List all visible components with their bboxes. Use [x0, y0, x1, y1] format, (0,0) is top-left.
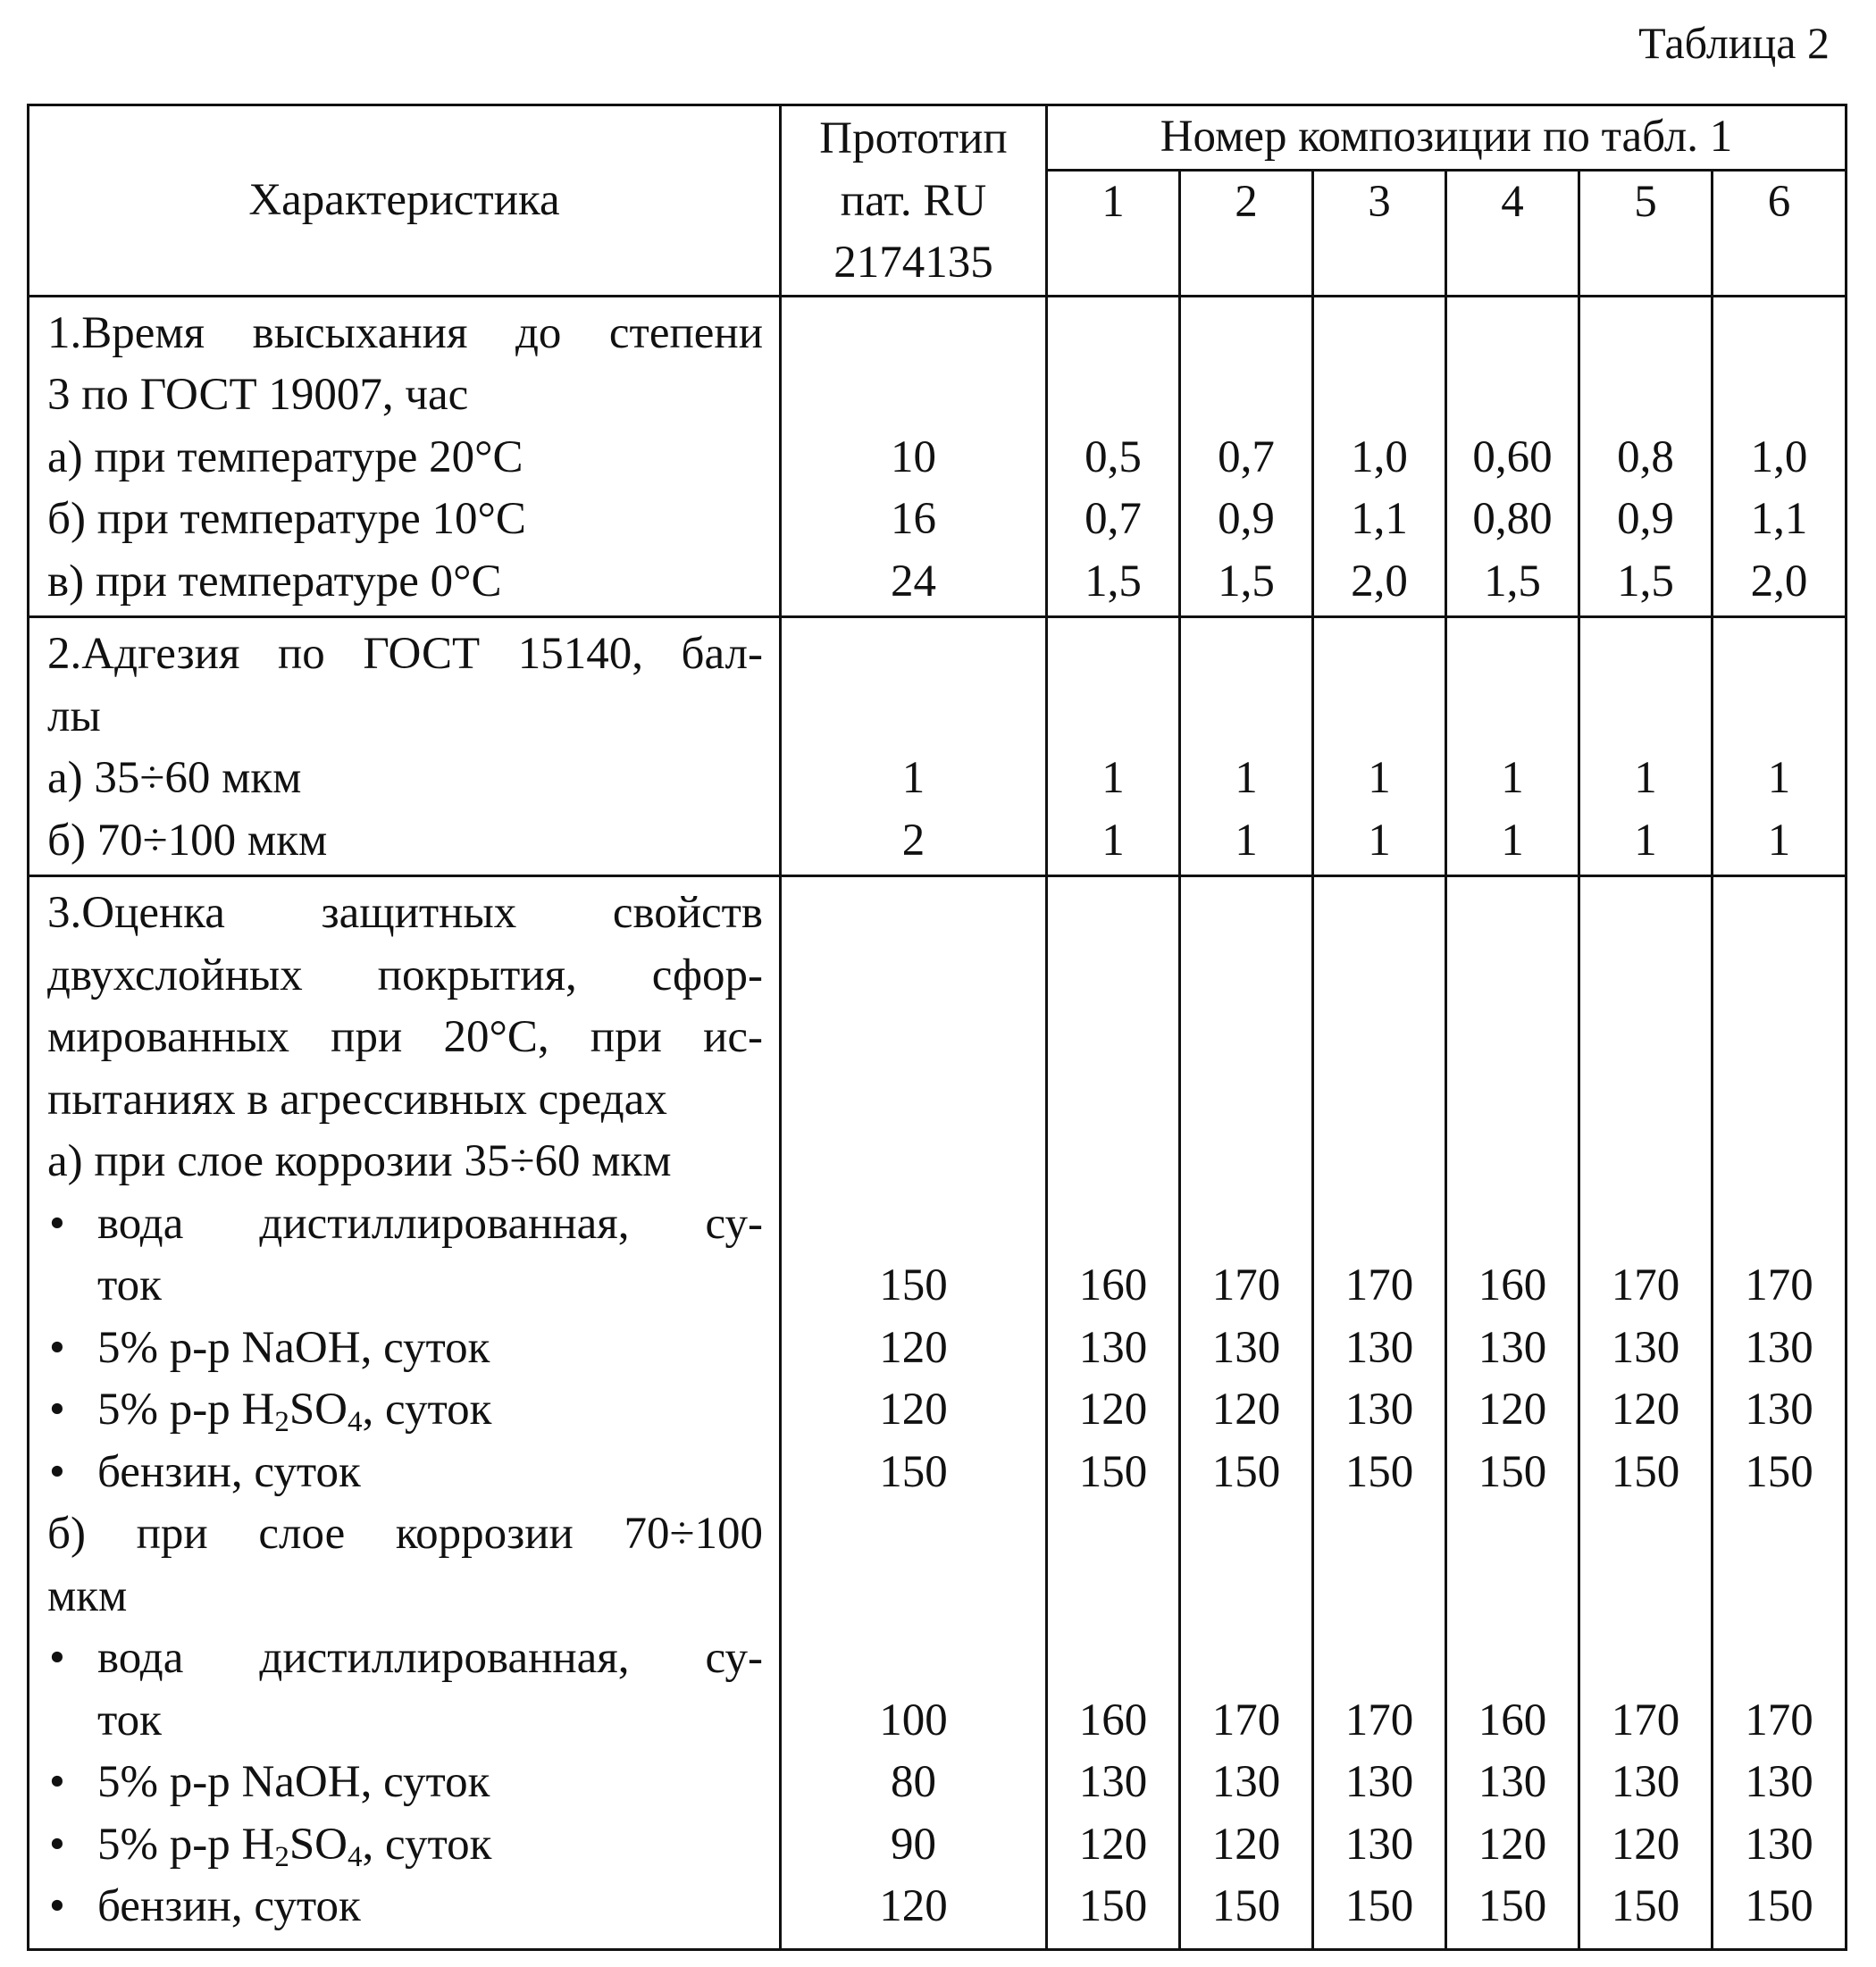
- bullet-icon: •: [49, 1633, 65, 1684]
- composition-6-cell: [1713, 876, 1847, 1950]
- composition-value: 120: [1211, 1385, 1281, 1435]
- header-prototype-line: Прототип: [819, 113, 1008, 163]
- line-text: 5% р-р $H_2SO_4$, суток: [97, 1385, 492, 1439]
- line-text: в) при температуре 0°С: [47, 556, 502, 607]
- composition-value: 1: [1368, 753, 1391, 804]
- characteristic-line: [47, 883, 763, 945]
- composition-value: [1048, 1503, 1178, 1566]
- composition-value: 150: [1078, 1446, 1148, 1497]
- composition-value: [1580, 686, 1711, 749]
- header-composition-4: 4: [1446, 171, 1579, 296]
- composition-value: [1048, 883, 1178, 945]
- composition-value: 130: [1344, 1757, 1414, 1808]
- composition-value: 130: [1745, 1385, 1813, 1435]
- composition-value: 0,9: [1617, 494, 1674, 544]
- prototype-value: 100: [879, 1695, 948, 1745]
- composition-value: 150: [1745, 1881, 1813, 1932]
- composition-6-cell: [1713, 296, 1847, 617]
- composition-value: [1447, 1503, 1578, 1566]
- characteristic-line: [47, 1007, 763, 1069]
- composition-value: [1181, 883, 1311, 945]
- prototype-value: [782, 1193, 1045, 1256]
- composition-5-cell: [1579, 296, 1713, 617]
- header-composition-2: 2: [1180, 171, 1313, 296]
- composition-value: 120: [1078, 1385, 1148, 1435]
- composition-value: 150: [1478, 1881, 1547, 1932]
- prototype-value: 120: [879, 1322, 948, 1373]
- composition-value: [1580, 1503, 1711, 1566]
- prototype-value: [782, 303, 1045, 365]
- characteristic-cell: [29, 876, 781, 1950]
- composition-value: [1048, 303, 1178, 365]
- bullet-item: [47, 1876, 763, 1938]
- composition-value: 1,5: [1085, 556, 1142, 607]
- table-row: [29, 617, 1847, 876]
- characteristic-line: [47, 624, 763, 686]
- line-text: вода дистиллированная, су-: [97, 1633, 763, 1684]
- header-composition-5: 5: [1579, 171, 1713, 296]
- prototype-value: [782, 945, 1045, 1008]
- composition-value: 120: [1211, 1819, 1281, 1870]
- composition-value: [1713, 1193, 1845, 1256]
- composition-1-cell: [1047, 876, 1180, 1950]
- header-composition-1: 1: [1047, 171, 1180, 296]
- composition-value: 130: [1344, 1385, 1414, 1435]
- composition-6-cell: [1713, 617, 1847, 876]
- composition-value: 130: [1611, 1322, 1680, 1373]
- composition-value: [1314, 1069, 1445, 1132]
- composition-value: 150: [1344, 1881, 1414, 1932]
- table-row: [29, 296, 1847, 617]
- prototype-value: 120: [879, 1881, 948, 1932]
- characteristic-line: [47, 945, 763, 1008]
- line-text: 5% р-р $H_2SO_4$, суток: [97, 1819, 492, 1873]
- line-text: 3 по ГОСТ 19007, час: [47, 370, 469, 420]
- bullet-icon: •: [49, 1881, 65, 1932]
- composition-value: [1447, 883, 1578, 945]
- composition-value: 1: [1101, 815, 1125, 866]
- composition-value: [1181, 1007, 1311, 1069]
- composition-value: 1: [1767, 753, 1791, 804]
- bullet-item: [47, 1379, 763, 1442]
- composition-value: [1314, 1007, 1445, 1069]
- composition-value: 1,5: [1617, 556, 1674, 607]
- composition-value: [1447, 303, 1578, 365]
- line-text: двухслойных покрытия, сфор-: [47, 950, 763, 1000]
- composition-value: 130: [1745, 1757, 1813, 1808]
- prototype-value: 150: [879, 1260, 948, 1311]
- composition-value: [1181, 364, 1311, 427]
- line-text: а) 35÷60 мкм: [47, 753, 302, 804]
- composition-value: 120: [1478, 1819, 1547, 1870]
- composition-value: [1181, 945, 1311, 1008]
- composition-value: [1713, 1566, 1845, 1628]
- composition-value: 170: [1344, 1695, 1414, 1745]
- composition-value: 150: [1211, 1446, 1281, 1497]
- composition-value: 1,1: [1750, 494, 1808, 544]
- prototype-value: [782, 364, 1045, 427]
- composition-value: 0,80: [1472, 494, 1553, 544]
- composition-value: 1,1: [1351, 494, 1408, 544]
- line-text: лы: [47, 691, 101, 741]
- composition-value: [1580, 303, 1711, 365]
- composition-value: 170: [1344, 1260, 1414, 1311]
- composition-value: [1713, 883, 1845, 945]
- line-text: а) при температуре 20°С: [47, 431, 523, 482]
- line-text: бензин, суток: [97, 1881, 361, 1932]
- prototype-value: [782, 1007, 1045, 1069]
- composition-value: 130: [1211, 1757, 1281, 1808]
- composition-value: 1,0: [1351, 431, 1408, 482]
- bullet-item: [47, 1442, 763, 1504]
- prototype-value: [782, 1566, 1045, 1628]
- prototype-value: 80: [891, 1757, 936, 1808]
- composition-value: [1447, 686, 1578, 749]
- prototype-value: 120: [879, 1385, 948, 1435]
- prototype-value: [782, 883, 1045, 945]
- composition-value: [1447, 1007, 1578, 1069]
- composition-value: 130: [1078, 1322, 1148, 1373]
- composition-value: [1580, 1566, 1711, 1628]
- composition-value: [1048, 624, 1178, 686]
- composition-3-cell: [1313, 876, 1446, 1950]
- bullet-icon: •: [49, 1819, 65, 1870]
- composition-value: 1,5: [1484, 556, 1541, 607]
- composition-value: [1314, 364, 1445, 427]
- composition-value: [1314, 1503, 1445, 1566]
- header-row-1: [29, 105, 1847, 171]
- bullet-icon: •: [49, 1446, 65, 1497]
- composition-value: 170: [1745, 1260, 1813, 1311]
- composition-value: 1: [1501, 753, 1524, 804]
- composition-value: [1713, 1503, 1845, 1566]
- characteristic-line: [47, 1690, 763, 1753]
- characteristic-line: [47, 489, 763, 551]
- header-characteristic: Характеристика: [29, 105, 781, 297]
- composition-value: 150: [1211, 1881, 1281, 1932]
- composition-1-cell: [1047, 296, 1180, 617]
- composition-value: [1447, 1193, 1578, 1256]
- composition-value: [1314, 624, 1445, 686]
- bullet-item: [47, 1814, 763, 1877]
- composition-value: 120: [1611, 1819, 1680, 1870]
- composition-value: [1713, 364, 1845, 427]
- line-text: мированных при 20°С, при ис-: [47, 1012, 763, 1063]
- header-prototype-line: пат. RU: [840, 175, 987, 226]
- composition-value: [1580, 1069, 1711, 1132]
- composition-value: [1048, 364, 1178, 427]
- line-text: пытаниях в агрессивных средах: [47, 1074, 667, 1125]
- composition-value: [1314, 1628, 1445, 1690]
- line-text: б) при слое коррозии 70÷100: [47, 1509, 763, 1560]
- composition-value: [1713, 303, 1845, 365]
- prototype-value: 90: [891, 1819, 936, 1870]
- characteristic-line: [47, 1069, 763, 1132]
- composition-value: [1447, 1131, 1578, 1193]
- composition-2-cell: [1180, 876, 1313, 1950]
- composition-3-cell: [1313, 296, 1446, 617]
- characteristic-cell: [29, 617, 781, 876]
- composition-value: [1314, 1131, 1445, 1193]
- composition-value: 1: [1501, 815, 1524, 866]
- composition-value: [1713, 1628, 1845, 1690]
- composition-value: [1181, 1566, 1311, 1628]
- composition-value: 170: [1211, 1260, 1281, 1311]
- composition-value: 1: [1634, 815, 1657, 866]
- composition-value: [1314, 1193, 1445, 1256]
- composition-5-cell: [1579, 617, 1713, 876]
- composition-value: [1580, 945, 1711, 1008]
- header-composition-6: 6: [1713, 171, 1847, 296]
- composition-value: [1580, 1628, 1711, 1690]
- composition-3-cell: [1313, 617, 1446, 876]
- composition-value: 1: [1235, 815, 1258, 866]
- composition-value: 1,5: [1218, 556, 1275, 607]
- composition-value: 130: [1745, 1819, 1813, 1870]
- composition-value: 120: [1078, 1819, 1148, 1870]
- composition-value: [1580, 364, 1711, 427]
- composition-value: [1181, 624, 1311, 686]
- composition-value: 2,0: [1351, 556, 1408, 607]
- data-table: [27, 104, 1847, 1951]
- composition-value: 160: [1478, 1260, 1547, 1311]
- composition-value: 0,5: [1085, 431, 1142, 482]
- composition-value: 160: [1078, 1260, 1148, 1311]
- line-text: ток: [97, 1260, 162, 1311]
- composition-value: [1447, 1628, 1578, 1690]
- composition-value: [1447, 1566, 1578, 1628]
- prototype-value: [782, 686, 1045, 749]
- composition-value: 160: [1078, 1695, 1148, 1745]
- line-text: 5% р-р NaOH, суток: [97, 1322, 490, 1373]
- line-text: 2.Адгезия по ГОСТ 15140, бал-: [47, 629, 763, 680]
- composition-value: [1447, 364, 1578, 427]
- composition-value: [1181, 1628, 1311, 1690]
- characteristic-cell: [29, 296, 781, 617]
- line-text: а) при слое коррозии 35÷60 мкм: [47, 1136, 672, 1187]
- composition-value: 130: [1078, 1757, 1148, 1808]
- composition-value: [1048, 1193, 1178, 1256]
- composition-value: [1713, 624, 1845, 686]
- composition-value: 170: [1611, 1695, 1680, 1745]
- composition-value: 0,60: [1472, 431, 1553, 482]
- composition-value: [1048, 1566, 1178, 1628]
- composition-value: 1: [1235, 753, 1258, 804]
- composition-value: 2,0: [1750, 556, 1808, 607]
- prototype-value: 24: [891, 556, 936, 607]
- composition-value: 170: [1611, 1260, 1680, 1311]
- composition-value: [1580, 1193, 1711, 1256]
- composition-value: [1580, 624, 1711, 686]
- composition-value: [1314, 303, 1445, 365]
- header-prototype: [781, 105, 1047, 297]
- composition-value: 1: [1767, 815, 1791, 866]
- header-prototype-line: 2174135: [833, 238, 993, 288]
- composition-1-cell: [1047, 617, 1180, 876]
- composition-value: [1580, 883, 1711, 945]
- composition-value: [1447, 1069, 1578, 1132]
- composition-4-cell: [1446, 296, 1579, 617]
- characteristic-line: [47, 686, 763, 749]
- characteristic-line: [47, 748, 763, 810]
- composition-value: [1314, 883, 1445, 945]
- composition-2-cell: [1180, 296, 1313, 617]
- composition-value: 130: [1211, 1322, 1281, 1373]
- prototype-cell: [781, 617, 1047, 876]
- composition-value: [1580, 1007, 1711, 1069]
- characteristic-line: [47, 427, 763, 490]
- composition-value: [1048, 1069, 1178, 1132]
- composition-value: [1181, 1131, 1311, 1193]
- header-composition-3: 3: [1313, 171, 1446, 296]
- prototype-value: 2: [901, 815, 925, 866]
- bullet-icon: •: [49, 1757, 65, 1808]
- composition-value: 120: [1478, 1385, 1547, 1435]
- composition-value: [1181, 1069, 1311, 1132]
- bullet-icon: •: [49, 1322, 65, 1373]
- composition-value: 120: [1611, 1385, 1680, 1435]
- composition-value: 130: [1478, 1322, 1547, 1373]
- composition-value: [1181, 686, 1311, 749]
- prototype-value: 1: [901, 753, 925, 804]
- prototype-cell: [781, 876, 1047, 1950]
- composition-2-cell: [1180, 617, 1313, 876]
- composition-value: 0,9: [1218, 494, 1275, 544]
- characteristic-line: [47, 364, 763, 427]
- prototype-cell: [781, 296, 1047, 617]
- composition-value: [1314, 686, 1445, 749]
- composition-value: 130: [1611, 1757, 1680, 1808]
- composition-value: 1: [1101, 753, 1125, 804]
- composition-value: [1713, 1069, 1845, 1132]
- composition-value: [1181, 1193, 1311, 1256]
- prototype-value: [782, 624, 1045, 686]
- composition-value: 0,8: [1617, 431, 1674, 482]
- composition-5-cell: [1579, 876, 1713, 1950]
- composition-value: [1048, 945, 1178, 1008]
- line-text: ток: [97, 1695, 162, 1745]
- bullet-icon: •: [49, 1198, 65, 1249]
- composition-value: 170: [1211, 1695, 1281, 1745]
- composition-value: 1: [1634, 753, 1657, 804]
- composition-value: 0,7: [1085, 494, 1142, 544]
- line-text: 1.Время высыхания до степени: [47, 307, 763, 358]
- composition-value: [1713, 945, 1845, 1008]
- composition-value: [1447, 624, 1578, 686]
- composition-value: [1181, 303, 1311, 365]
- bullet-item: [47, 1193, 763, 1256]
- composition-value: 130: [1745, 1322, 1813, 1373]
- composition-4-cell: [1446, 876, 1579, 1950]
- line-text: 3.Оценка защитных свойств: [47, 888, 763, 939]
- composition-value: [1048, 1007, 1178, 1069]
- composition-value: 130: [1344, 1819, 1414, 1870]
- characteristic-line: [47, 1255, 763, 1318]
- header-composition-group: Номер композиции по табл. 1: [1047, 105, 1847, 171]
- characteristic-line: [47, 1566, 763, 1628]
- composition-value: [1713, 686, 1845, 749]
- composition-value: 0,7: [1218, 431, 1275, 482]
- composition-value: [1048, 686, 1178, 749]
- composition-value: 150: [1478, 1446, 1547, 1497]
- composition-value: 150: [1611, 1881, 1680, 1932]
- bullet-item: [47, 1628, 763, 1690]
- composition-value: 1: [1368, 815, 1391, 866]
- composition-value: 150: [1611, 1446, 1680, 1497]
- characteristic-line: [47, 551, 763, 614]
- table-row: [29, 876, 1847, 1950]
- composition-value: [1314, 945, 1445, 1008]
- composition-value: 150: [1745, 1446, 1813, 1497]
- composition-value: [1713, 1007, 1845, 1069]
- line-text: б) 70÷100 мкм: [47, 815, 328, 866]
- prototype-value: [782, 1503, 1045, 1566]
- composition-value: [1048, 1131, 1178, 1193]
- composition-4-cell: [1446, 617, 1579, 876]
- prototype-value: 150: [879, 1446, 948, 1497]
- table-caption: Таблица 2: [1638, 18, 1830, 68]
- line-text: бензин, суток: [97, 1446, 361, 1497]
- characteristic-line: [47, 303, 763, 365]
- prototype-value: 16: [891, 494, 936, 544]
- prototype-value: [782, 1628, 1045, 1690]
- characteristic-line: [47, 1503, 763, 1566]
- composition-value: 1,0: [1750, 431, 1808, 482]
- composition-value: [1314, 1566, 1445, 1628]
- bullet-icon: •: [49, 1385, 65, 1435]
- composition-value: [1713, 1131, 1845, 1193]
- characteristic-line: [47, 1131, 763, 1193]
- composition-value: 170: [1745, 1695, 1813, 1745]
- prototype-value: [782, 1069, 1045, 1132]
- composition-value: [1580, 1131, 1711, 1193]
- composition-value: [1447, 945, 1578, 1008]
- composition-value: [1048, 1628, 1178, 1690]
- composition-value: [1181, 1503, 1311, 1566]
- prototype-value: [782, 1131, 1045, 1193]
- bullet-item: [47, 1752, 763, 1814]
- composition-value: 130: [1344, 1322, 1414, 1373]
- line-text: 5% р-р NaOH, суток: [97, 1757, 490, 1808]
- line-text: мкм: [47, 1570, 128, 1621]
- prototype-value: 10: [891, 431, 936, 482]
- bullet-item: [47, 1318, 763, 1380]
- composition-value: 130: [1478, 1757, 1547, 1808]
- characteristic-line: [47, 810, 763, 873]
- line-text: вода дистиллированная, су-: [97, 1198, 763, 1249]
- composition-value: 150: [1078, 1881, 1148, 1932]
- composition-value: 150: [1344, 1446, 1414, 1497]
- line-text: б) при температуре 10°С: [47, 494, 526, 544]
- composition-value: 160: [1478, 1695, 1547, 1745]
